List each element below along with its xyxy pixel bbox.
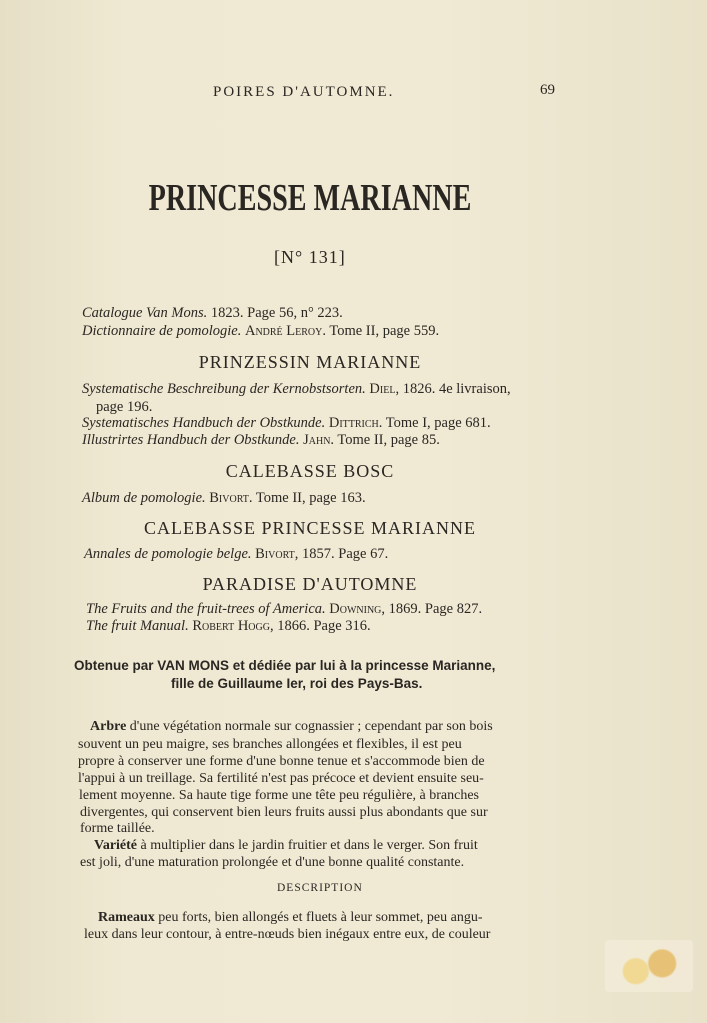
reference-work: Annales de pomologie belge.: [84, 546, 252, 562]
body-line: est joli, d'une maturation prolongée et d'une bonne qualité constante.: [80, 855, 465, 870]
reference-author: Bivort: [209, 490, 249, 506]
body-line: [98, 910, 483, 926]
reference-author: Diel: [369, 381, 396, 397]
reference-work: Dictionnaire de pomologie.: [82, 323, 242, 339]
reference-line: [82, 305, 343, 322]
body-line: l'appui à un treillage. Sa fertilité n'est pas précoce et devient ensuite seu-: [78, 771, 484, 786]
reference-work: Album de pomologie.: [82, 490, 206, 506]
synonym-heading: CALEBASSE PRINCESSE MARIANNE: [143, 518, 477, 538]
body-text: d'une végétation normale sur cognassier ; cependant par son bois: [126, 719, 493, 734]
body-line: souvent un peu maigre, ses branches allongées et flexibles, il est peu: [78, 737, 462, 752]
reference-work: The Fruits and the fruit-trees of America.: [86, 601, 326, 617]
body-line: lement moyenne. Sa haute tige forme une tête peu régulière, à branches: [79, 788, 479, 803]
synonym-heading: PARADISE D'AUTOMNE: [202, 574, 418, 594]
reference-line: [82, 490, 366, 507]
reference-work: Catalogue Van Mons.: [82, 305, 208, 321]
origin-line: Obtenue par VAN MONS et dédiée par lui à la princesse Marianne,: [74, 658, 496, 673]
reference-detail: , 1866. Page 316.: [269, 618, 371, 634]
body-line: [94, 838, 478, 854]
reference-author: Bivort: [255, 546, 295, 562]
reference-detail: . Tome II, page 85.: [330, 432, 440, 448]
reference-work: Illustrirtes Handbuch der Obstkunde.: [82, 432, 300, 448]
reference-detail: . Tome I, page 681.: [378, 415, 491, 431]
reference-work: Systematische Beschreibung der Kernobstsorten.: [82, 381, 366, 397]
reference-work: The fruit Manual.: [86, 618, 189, 634]
reference-work: Systematisches Handbuch der Obstkunde.: [82, 415, 326, 431]
page-title: PRINCESSE MARIANNE: [148, 177, 472, 219]
reference-detail: . Tome II, page 559.: [322, 323, 440, 339]
reference-detail: page 196.: [96, 399, 153, 415]
reference-detail: . Tome II, page 163.: [248, 490, 366, 506]
reference-detail: , 1857. Page 67.: [294, 546, 389, 562]
reference-line: [82, 381, 511, 398]
reference-line: [82, 415, 491, 432]
origin-line: fille de Guillaume Ier, roi des Pays-Bas.: [171, 676, 423, 691]
reference-line: [82, 323, 439, 340]
catalog-number: [N° 131]: [274, 247, 346, 267]
reference-detail: 1823. Page 56, n° 223.: [207, 305, 343, 321]
reference-line: [86, 618, 371, 635]
body-line: divergentes, qui conservent bien leurs fruits aussi plus abondants que sur: [80, 805, 488, 820]
body-line: [90, 719, 493, 735]
reference-author: Jahn: [303, 432, 331, 448]
paragraph-lead: Variété: [94, 838, 138, 853]
section-heading: DESCRIPTION: [277, 882, 363, 894]
reference-author: Dittrich: [328, 415, 379, 431]
reference-author: Robert Hogg: [192, 618, 270, 634]
watermark-image: [605, 940, 693, 992]
reference-detail: , 1869. Page 827.: [381, 601, 483, 617]
running-head: POIRES D'AUTOMNE.: [213, 84, 395, 100]
body-text: à multiplier dans le jardin fruitier et dans le verger. Son fruit: [137, 838, 478, 853]
reference-author: Downing: [329, 601, 382, 617]
reference-line: [84, 546, 388, 563]
synonym-heading: PRINZESSIN MARIANNE: [198, 352, 422, 372]
body-line: forme taillée.: [80, 821, 155, 836]
body-line: leux dans leur contour, à entre-nœuds bien inégaux entre eux, de couleur: [84, 927, 491, 942]
reference-line: [96, 399, 152, 416]
reference-detail: , 1826. 4e livraison,: [395, 381, 511, 397]
body-line: propre à conserver une forme d'une bonne tenue et s'accommode bien de: [78, 754, 485, 769]
reference-line: [82, 432, 440, 449]
synonym-heading: CALEBASSE BOSC: [225, 461, 395, 481]
paragraph-lead: Rameaux: [98, 910, 155, 925]
body-text: peu forts, bien allongés et fluets à leur sommet, peu angu-: [154, 910, 483, 925]
reference-author: André Leroy: [244, 323, 323, 339]
paragraph-lead: Arbre: [90, 719, 127, 734]
page-number: 69: [540, 82, 555, 98]
reference-line: [86, 601, 482, 618]
